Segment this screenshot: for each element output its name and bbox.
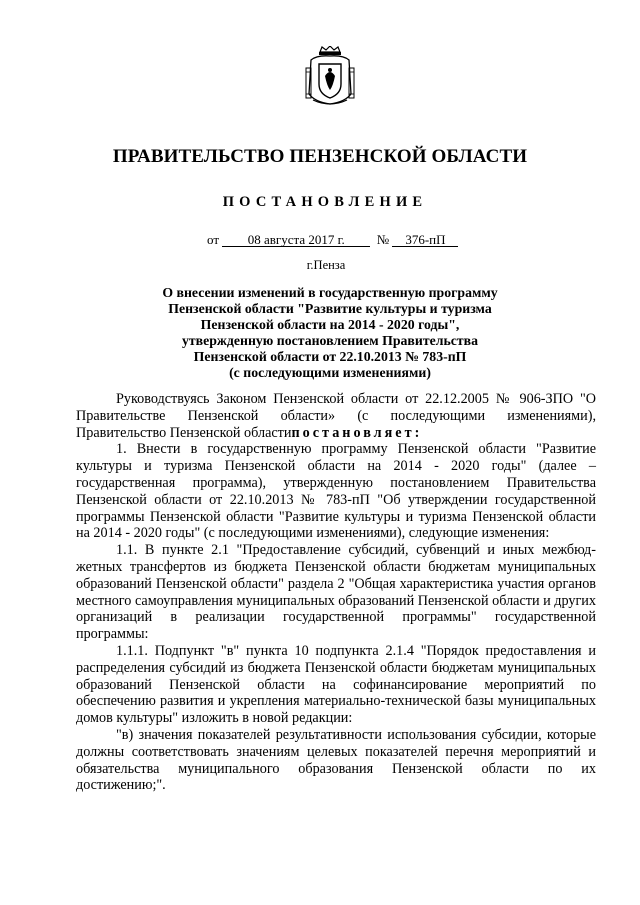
intro-paragraph — [76, 391, 596, 441]
item-1-1-1-paragraph: 1.1.1. Подпункт "в" пункта 10 подпункта 2.1.4 "Порядок предоставления и распределения субсидий из бюджета Пензенской области бюджетам муниципальных образований Пензенской области на софинансирование мероприятий по обеспечению развития и укрепления материально-технической базы муниципальных домов культуры" изложить в новой редакции: — [76, 642, 596, 727]
document-subject — [100, 285, 560, 381]
document-number: 376-пП — [392, 233, 458, 247]
date-number-line — [207, 232, 458, 248]
subject-line: утвержденную постановлением Правительства — [181, 333, 479, 348]
item-1-1-paragraph: 1.1. В пункте 2.1 "Предоставление субсидий, субвенций и иных межбюджетных трансфертов из бюджета Пензенской области бюджетам муниципальных образований Пензенской области" раздела 2 "Общая характеристика участия органов местного самоуправления муниципальных образований Пензенской области и других организаций в реализации государственной программы" государственной программы: — [76, 542, 596, 643]
subject-line: (с последующими изменениями) — [229, 365, 431, 380]
decree-word: постановляет: — [291, 424, 423, 441]
subject-line: О внесении изменений в государственную программу — [162, 285, 498, 300]
number-prefix: № — [376, 232, 390, 247]
item-1-paragraph: 1. Внести в государственную программу Пензенской области "Развитие культуры и туризма Пензенской области на 2014 - 2020 годы" (далее – государственная программа), утвержденную постановлением Правительства Пензенской области от 22.10.2013 № 783-пП "Об утверждении государственной программы Пензенской области "Развитие культуры и туризма Пензенской области на 2014 - 2020 годы" (с последующими изменениями), следующие изменения: — [76, 441, 596, 542]
subject-line: Пензенской области от 22.10.2013 № 783-пП — [193, 349, 467, 364]
subject-line: Пензенской области на 2014 - 2020 годы", — [200, 317, 460, 332]
coat-of-arms-icon — [303, 46, 357, 108]
date-prefix: от — [207, 232, 220, 247]
government-title: ПРАВИТЕЛЬСТВО ПЕНЗЕНСКОЙ ОБЛАСТИ — [112, 146, 528, 167]
subject-line: Пензенской области "Развитие культуры и туризма — [168, 301, 492, 316]
document-date: 08 августа 2017 г. — [222, 233, 370, 247]
intro-text: Руководствуясь Законом Пензенской области от 22.12.2005 № 906-ЗПО "О Правительстве Пензенской области» (с последующими изменениями), Правительство Пензенской области — [76, 391, 596, 441]
document-body — [76, 391, 596, 794]
document-type-heading: ПОСТАНОВЛЕНИЕ — [222, 194, 428, 210]
quoted-text-paragraph: "в) значения показателей результативности использования субсидии, которые должны соответствовать значениям целевых показателей перечня мероприятий и обязательства муниципального образования Пензенской области по их достижению;". — [76, 726, 596, 794]
city-name: г.Пенза — [306, 258, 346, 272]
